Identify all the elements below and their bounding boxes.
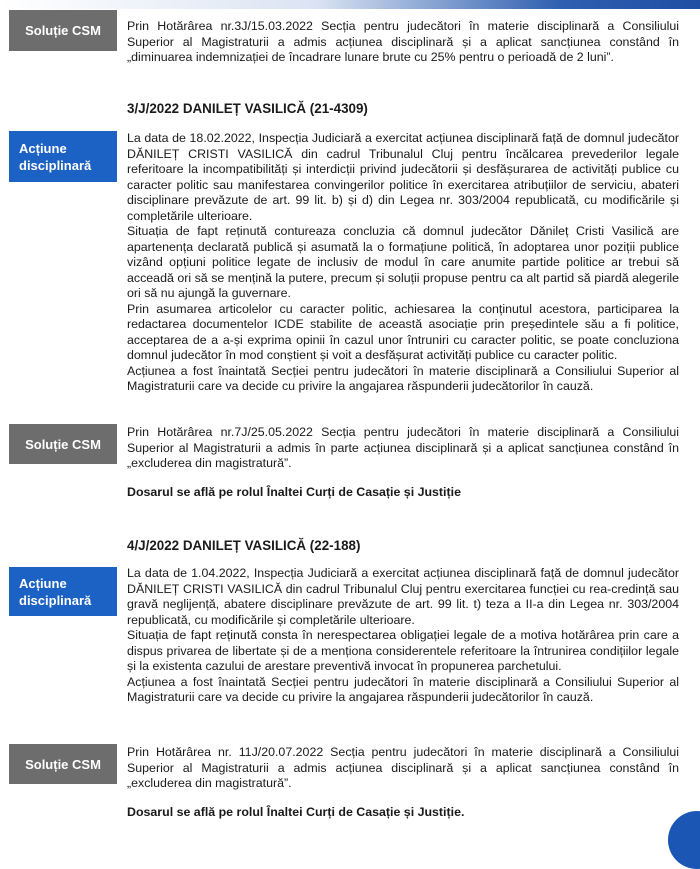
action-paragraph: Situația de fapt reținută contureaza concluzia că domnul judecător Dănileț Cristi Vasilică are apartenența declarată publică și asumată la o formațiune politică, în adoptarea unor poziții publice vizând opțiuni politice legate de inclusiv de modul în care anumite partide politice ar trebui să acceadă ori să se mențină la putere, precum și soluții propuse pentru ca alt partid să piardă alegerile ori să nu ajungă la guvernare.: [127, 224, 679, 300]
action-paragraph: Prin asumarea articolelor cu caracter politic, achiesarea la conținutul acestora, participarea la redactarea documentelor ICDE stabilite de această asociație prin președintele său a fi politice, acceptarea de a a-și exprima opinii în cazul unor întruniri cu caracter politic, se poate concluziona domnul judecător în mod conștient și voit a desfășurat activități publice cu caracter politic.: [127, 301, 679, 362]
action-text: [127, 566, 679, 706]
action-paragraph: Acțiunea a fost înaintată Secției pentru judecători în materie disciplinară a Consiliului Superior al Magistraturii care va decide cu privire la angajarea răspunderii judecătorilor în cauză.: [127, 674, 679, 704]
case-title: 4/J/2022 DANILEȚ VASILICĂ (22-188): [127, 538, 361, 553]
solution-text: Prin Hotărârea nr.7J/25.05.2022 Secția pentru judecători în materie disciplinară a Consiliului Superior al Magistraturii a admis în parte acțiunea disciplinară și a aplicat sancțiunea constând în „excluderea din magistratură”.: [127, 425, 679, 470]
action-text: [127, 131, 679, 395]
actiune-disciplinara-label: [9, 131, 117, 182]
action-paragraph: La data de 1.04.2022, Inspecția Judiciară a exercitat acțiunea disciplinară față de domnul judecător DĂNILEȚ CRISTI VASILICĂ din cadrul Tribunalul Cluj pentru exercitarea funcției cu rea-credință sau gravă neglijență, abatere disciplinare prevăzute de art. 99 lit. t) teza a II-a din Legea nr. 303/2004 republicată, cu modificările și completările ulterioare.: [127, 566, 679, 627]
solutie-csm-label: [9, 744, 117, 784]
solution-text: Prin Hotărârea nr.3J/15.03.2022 Secția pentru judecători în materie disciplinară a Consiliului Superior al Magistraturii a admis acțiunea disciplinară și a aplicat sancțiunea constând în „diminuarea indemnizației de încadrare lunare brute cu 25% pentru o perioadă de 2 luni”.: [127, 19, 679, 64]
solutie-csm-label-text: Soluție CSM: [25, 23, 101, 38]
solutie-csm-label: [9, 10, 117, 51]
header-gradient-strip: [0, 0, 700, 9]
court-note: Dosarul se află pe rolul Înaltei Curți de Casație și Justiție: [127, 485, 461, 499]
action-paragraph: Acțiunea a fost înaintată Secției pentru judecători în materie disciplinară a Consiliului Superior al Magistraturii care va decide cu privire la angajarea răspunderii judecătorilor în cauză.: [127, 363, 679, 393]
action-paragraph: Situația de fapt reținută consta în nerespectarea obligației legale de a motiva hotărârea prin care a dispus privarea de libertate și de a menționa considerentele referitoare la întrunirea condițiilor legale și la existenta cazului de arestare preventivă invocat în propunerea parchetului.: [127, 628, 679, 673]
solutie-csm-label-text: Soluție CSM: [25, 756, 101, 772]
page-corner-decoration: [668, 811, 700, 869]
solutie-csm-label: [9, 424, 117, 464]
solution-text: Prin Hotărârea nr. 11J/20.07.2022 Secția pentru judecători în materie disciplinară a Consiliului Superior al Magistraturii a admis acțiunea disciplinară și a aplicat sancțiunea constând în „excluderea din magistratură”.: [127, 745, 679, 790]
actiune-disciplinara-label-text: Acțiune disciplinară: [19, 140, 92, 173]
case-title: 3/J/2022 DANILEȚ VASILICĂ (21-4309): [127, 101, 368, 116]
action-paragraph: La data de 18.02.2022, Inspecția Judiciară a exercitat acțiunea disciplinară față de domnul judecător DĂNILEȚ CRISTI VASILICĂ din cadrul Tribunalul Cluj pentru încălcarea prevederilor legale referitoare la incompatibilități și interdicții privind judecătorii și desfășurarea de activități publice cu caracter politic sau manifestarea convingerilor politice în exercitarea atribuțiilor de serviciu, abateri disciplinare prevăzute de art. 99 lit. b) și d) din Legea nr. 303/2004 republicată, cu modificările și completările ulterioare.: [127, 131, 679, 223]
actiune-disciplinara-label: [9, 567, 117, 616]
solutie-csm-label-text: Soluție CSM: [25, 436, 101, 452]
actiune-disciplinara-label-text: Acțiune disciplinară: [19, 575, 92, 608]
court-note: Dosarul se află pe rolul Înaltei Curți de Casație și Justiție.: [127, 805, 465, 819]
